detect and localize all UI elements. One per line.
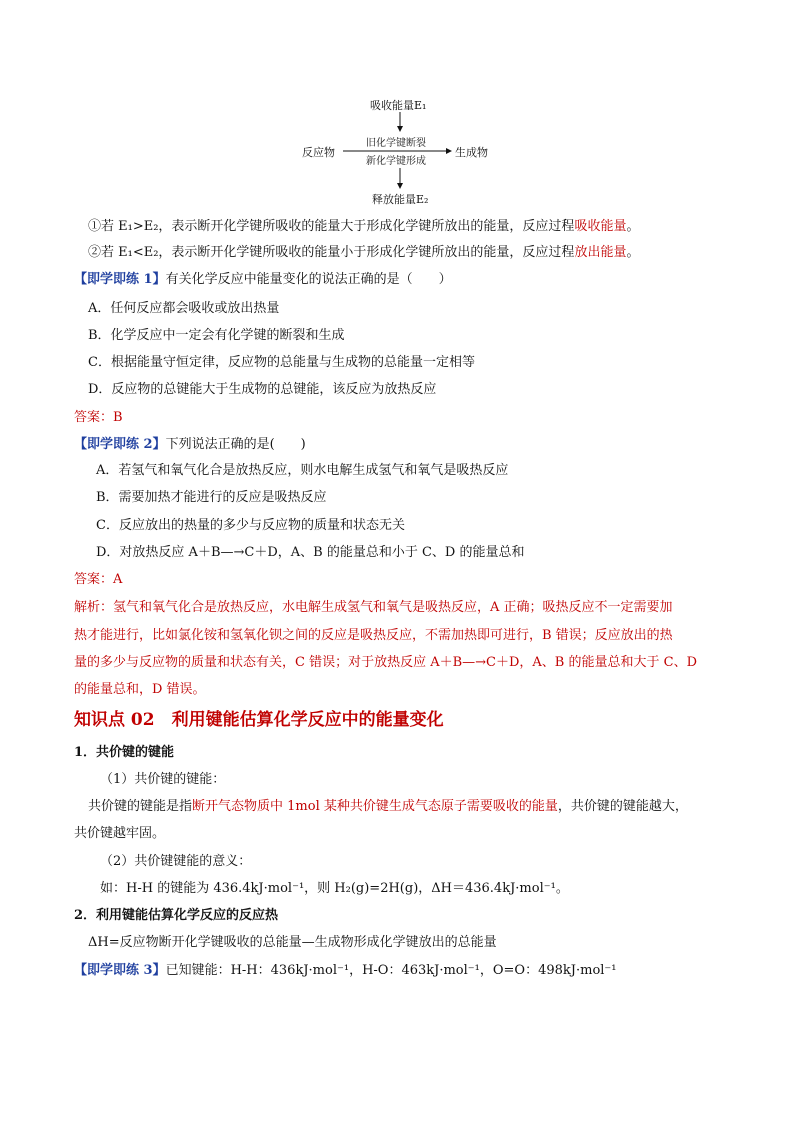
case-2-text: ②若 E₁<E₂，表示断开化学键所吸收的能量小于形成化学键所放出的能量，反应过程 bbox=[88, 245, 575, 260]
heading-1: 1．共价键的键能 bbox=[74, 745, 175, 760]
exercise-2-option-b: B．需要加热才能进行的反应是吸热反应 bbox=[96, 490, 327, 505]
diagram-mid-label-1: 旧化学键断裂 bbox=[366, 138, 426, 149]
exercise-2-analysis-line-2: 热才能进行，比如氯化铵和氢氧化钡之间的反应是吸热反应，不需加热即可进行，B 错误；反应放出的热 bbox=[74, 628, 673, 643]
exercise-2-option-d: D．对放热反应 A＋B—→C＋D，A、B 的能量总和小于 C、D 的能量总和 bbox=[96, 545, 525, 560]
definition-line-2: 共价键越牢固。 bbox=[74, 826, 166, 841]
diagram-left-label: 反应物 bbox=[302, 146, 335, 159]
sub-heading-2: （2）共价键键能的意义： bbox=[100, 854, 252, 869]
case-1-line bbox=[88, 218, 639, 236]
diagram-top-label: 吸收能量E₁ bbox=[370, 99, 427, 112]
exercise-3-tag: 【即学即练 3】 bbox=[74, 963, 166, 978]
exercise-2-analysis-line-4: 的能量总和，D 错误。 bbox=[74, 682, 206, 697]
bond-energy-example: 如：H-H 的键能为 436.4kJ·mol⁻¹，则 H₂(g)=2H(g)，ΔH＝436.4kJ·mol⁻¹。 bbox=[100, 881, 569, 896]
exercise-2-analysis-line-1: 解析：氢气和氧气化合是放热反应，水电解生成氢气和氧气是吸热反应，A 正确；吸热反应不一定需要加 bbox=[74, 600, 673, 615]
exercise-2-analysis-line-3: 量的多少与反应物的质量和状态有关，C 错误；对于放热反应 A＋B—→C＋D，A、B 的能量总和大于 C、D bbox=[74, 655, 697, 670]
exercise-2-tag: 【即学即练 2】 bbox=[74, 437, 166, 452]
case-1-text: ①若 E₁>E₂，表示断开化学键所吸收的能量大于形成化学键所放出的能量，反应过程 bbox=[88, 219, 575, 234]
sub-heading-1: （1）共价键的键能： bbox=[100, 772, 226, 787]
definition-highlight: 断开气态物质中 1mol 某种共价键生成气态原子需要吸收的能量 bbox=[192, 799, 558, 814]
case-1-highlight: 吸收能量 bbox=[574, 219, 627, 234]
exercise-3-text: 已知键能：H-H：436kJ·mol⁻¹，H-O：463kJ·mol⁻¹，O=O：498kJ·mol⁻¹ bbox=[165, 963, 617, 978]
case-1-end: 。 bbox=[626, 219, 640, 234]
section-title: 知识点 02 利用键能估算化学反应中的能量变化 bbox=[74, 710, 444, 730]
case-2-end: 。 bbox=[626, 245, 640, 260]
diagram-arrows bbox=[0, 0, 794, 230]
definition-post: ，共价键的键能越大， bbox=[557, 799, 688, 814]
definition-line-1 bbox=[88, 798, 688, 816]
reaction-heat-formula: ΔH=反应物断开化学键吸收的总能量—生成物形成化学键放出的总能量 bbox=[88, 935, 497, 950]
exercise-1-option-b: B．化学反应中一定会有化学键的断裂和生成 bbox=[88, 328, 345, 343]
exercise-1-option-d: D．反应物的总键能大于生成物的总键能，该反应为放热反应 bbox=[88, 382, 437, 397]
exercise-2-answer: 答案：A bbox=[74, 572, 123, 587]
exercise-1-tag: 【即学即练 1】 bbox=[74, 272, 166, 287]
heading-2: 2．利用键能估算化学反应的反应热 bbox=[74, 908, 279, 923]
exercise-1-answer: 答案：B bbox=[74, 410, 123, 425]
exercise-2-option-c: C．反应放出的热量的多少与反应物的质量和状态无关 bbox=[96, 518, 405, 533]
definition-pre: 共价键的键能是指 bbox=[88, 799, 193, 814]
exercise-1-question bbox=[74, 271, 452, 289]
diagram-bottom-label: 释放能量E₂ bbox=[372, 193, 429, 206]
case-2-highlight: 放出能量 bbox=[574, 245, 627, 260]
exercise-2-option-a: A．若氢气和氧气化合是放热反应，则水电解生成氢气和氧气是吸热反应 bbox=[96, 463, 509, 478]
exercise-3-question bbox=[74, 962, 617, 980]
diagram-right-label: 生成物 bbox=[455, 146, 488, 159]
case-2-line bbox=[88, 244, 639, 262]
exercise-1-text: 有关化学反应中能量变化的说法正确的是（ ） bbox=[165, 272, 452, 287]
exercise-2-text: 下列说法正确的是( ) bbox=[165, 437, 306, 452]
exercise-2-question bbox=[74, 436, 306, 454]
exercise-1-option-a: A．任何反应都会吸收或放出热量 bbox=[88, 301, 280, 316]
diagram-mid-label-2: 新化学键形成 bbox=[366, 156, 426, 167]
exercise-1-option-c: C．根据能量守恒定律，反应物的总能量与生成物的总能量一定相等 bbox=[88, 355, 475, 370]
